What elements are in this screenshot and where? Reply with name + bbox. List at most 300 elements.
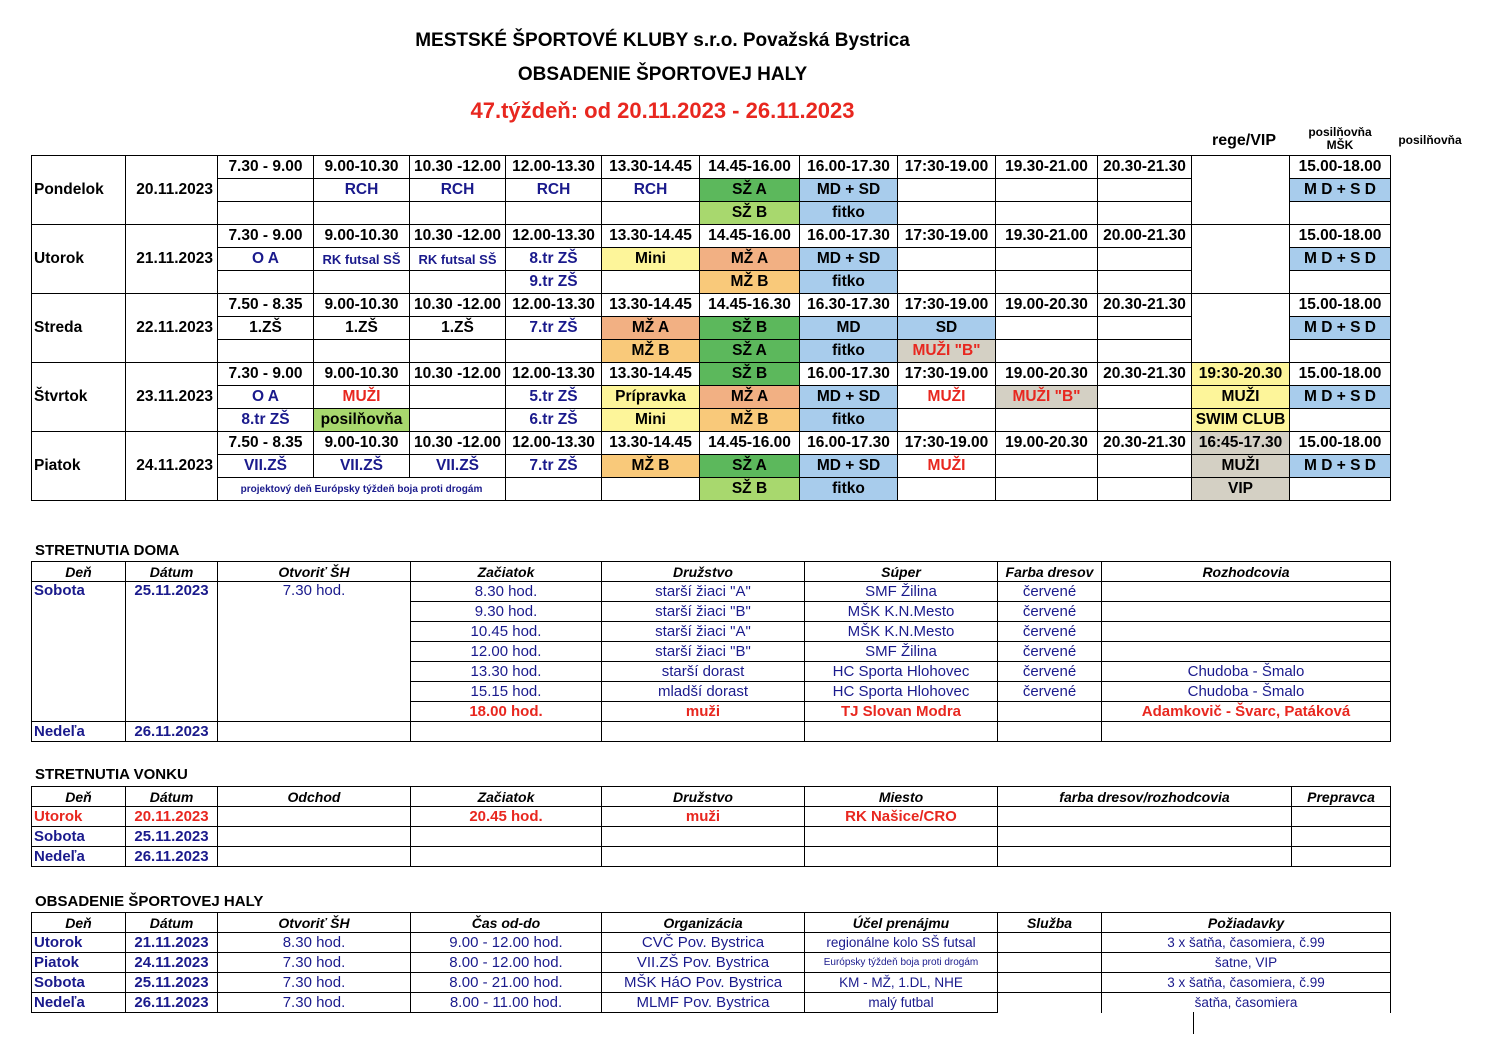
booking-cell: MUŽI "B" xyxy=(996,386,1098,409)
column-header: Deň xyxy=(32,787,126,807)
miesto xyxy=(805,827,998,847)
column-header: Požiadavky xyxy=(1102,913,1391,933)
time-slot: 19.30-21.00 xyxy=(996,225,1098,248)
day-date: 20.11.2023 xyxy=(126,807,218,827)
day-name: Nedeľa xyxy=(32,993,126,1013)
day-date xyxy=(126,340,218,363)
day-date: 24.11.2023 xyxy=(126,455,218,478)
booking-cell: fitko xyxy=(800,271,898,294)
table-row xyxy=(32,722,1391,742)
booking-cell xyxy=(410,386,506,409)
time-slot: 16.00-17.30 xyxy=(800,363,898,386)
booking-cell: VII.ZŠ xyxy=(218,455,314,478)
time-slot: 13.30-14.45 xyxy=(602,432,700,455)
booking-cell: M D + S D xyxy=(1290,455,1391,478)
booking-cell: RCH xyxy=(602,179,700,202)
booking-cell xyxy=(1290,340,1391,363)
booking-cell: 9.tr ZŠ xyxy=(506,271,602,294)
away-matches-title: STRETNUTIA VONKU xyxy=(35,766,188,783)
service xyxy=(998,973,1102,993)
time-range: 8.00 - 12.00 hod. xyxy=(411,953,602,973)
day-name: Sobota xyxy=(32,973,126,993)
booking-cell: O A xyxy=(218,386,314,409)
schedule-row xyxy=(32,294,1391,317)
schedule-row xyxy=(32,478,1391,501)
opponent: SMF Žilina xyxy=(805,582,998,602)
time-slot: 14.45-16.00 xyxy=(700,225,800,248)
booking-cell: MUŽI xyxy=(1192,386,1290,409)
booking-cell xyxy=(996,179,1098,202)
hall-booking-title: OBSADENIE ŠPORTOVEJ HALY xyxy=(35,893,264,910)
opponent: MŠK K.N.Mesto xyxy=(805,622,998,642)
time-slot: 17:30-19.00 xyxy=(898,225,996,248)
jersey-color: červené xyxy=(998,682,1102,702)
time-slot: 16.00-17.30 xyxy=(800,156,898,179)
booking-cell xyxy=(1098,271,1192,294)
booking-cell xyxy=(1192,271,1290,294)
day-name xyxy=(32,409,126,432)
booking-cell xyxy=(218,340,314,363)
booking-cell: MŽ B xyxy=(602,455,700,478)
booking-cell: 7.tr ZŠ xyxy=(506,317,602,340)
day-date: 24.11.2023 xyxy=(126,953,218,973)
table-header-row xyxy=(32,913,1391,933)
start-time: 9.30 hod. xyxy=(411,602,602,622)
booking-cell xyxy=(314,271,410,294)
schedule-row xyxy=(32,156,1391,179)
column-header: Dátum xyxy=(126,562,218,582)
column-header: Deň xyxy=(32,913,126,933)
posilnovna-msk-header: posilňovňa MŠK xyxy=(1308,125,1372,152)
opponent: TJ Slovan Modra xyxy=(805,702,998,722)
column-header: Služba xyxy=(998,913,1102,933)
booking-cell xyxy=(996,478,1098,501)
booking-cell: MD + SD xyxy=(800,386,898,409)
day-name xyxy=(32,271,126,294)
day-date: 25.11.2023 xyxy=(126,582,218,722)
time-slot: 16.30-17.30 xyxy=(800,294,898,317)
column-header: Dátum xyxy=(126,787,218,807)
time-slot: 19.00-20.30 xyxy=(996,363,1098,386)
booking-cell: SŽ B xyxy=(700,202,800,225)
rental-purpose: Európsky týždeň boja proti drogám xyxy=(805,953,998,973)
org-title: MESTSKÉ ŠPORTOVÉ KLUBY s.r.o. Považská Bystrica xyxy=(415,30,910,51)
booking-cell xyxy=(314,340,410,363)
time-slot: 12.00-13.30 xyxy=(506,363,602,386)
organization: VII.ZŠ Pov. Bystrica xyxy=(602,953,805,973)
stray-line xyxy=(1193,1012,1194,1034)
time-slot: 12.00-13.30 xyxy=(506,225,602,248)
time-slot: 15.00-18.00 xyxy=(1290,294,1391,317)
booking-cell: 8.tr ZŠ xyxy=(218,409,314,432)
referees xyxy=(1102,602,1391,622)
day-date: 26.11.2023 xyxy=(126,847,218,867)
booking-cell xyxy=(996,248,1098,271)
empty-cell xyxy=(411,722,602,742)
day-date xyxy=(126,409,218,432)
booking-cell xyxy=(1098,478,1192,501)
time-slot: 7.50 - 8.35 xyxy=(218,294,314,317)
booking-cell: Prípravka xyxy=(602,386,700,409)
column-header: Otvoriť ŠH xyxy=(218,562,411,582)
table-row xyxy=(32,993,1391,1013)
empty-cell xyxy=(1102,722,1391,742)
column-header: Dátum xyxy=(126,913,218,933)
referees xyxy=(1102,642,1391,662)
schedule-row xyxy=(32,225,1391,248)
booking-cell xyxy=(1192,202,1290,225)
jersey-color: červené xyxy=(998,662,1102,682)
time-slot: 9.00-10.30 xyxy=(314,294,410,317)
time-slot: 7.50 - 8.35 xyxy=(218,432,314,455)
organization: MLMF Pov. Bystrica xyxy=(602,993,805,1013)
day-date xyxy=(126,271,218,294)
time-slot: 20.30-21.30 xyxy=(1098,294,1192,317)
day-date: 20.11.2023 xyxy=(126,179,218,202)
schedule-row xyxy=(32,386,1391,409)
team: starší žiaci "A" xyxy=(602,622,805,642)
booking-cell: RK futsal SŠ xyxy=(314,248,410,271)
booking-cell: RK futsal SŠ xyxy=(410,248,506,271)
column-header: Odchod xyxy=(218,787,411,807)
booking-cell xyxy=(1098,248,1192,271)
time-slot xyxy=(1192,225,1290,248)
time-slot: 15.00-18.00 xyxy=(1290,432,1391,455)
day-name: Nedeľa xyxy=(32,722,126,742)
referees xyxy=(1102,622,1391,642)
time-slot: 10.30 -12.00 xyxy=(410,294,506,317)
time-slot: 16.00-17.30 xyxy=(800,225,898,248)
booking-cell: SŽ B xyxy=(700,317,800,340)
booking-cell: MUŽI xyxy=(898,386,996,409)
table-row xyxy=(32,953,1391,973)
booking-cell: fitko xyxy=(800,478,898,501)
miesto xyxy=(805,847,998,867)
away-matches-table xyxy=(31,786,1391,867)
day-date xyxy=(126,478,218,501)
day-name: Štvrtok xyxy=(32,386,126,409)
booking-cell xyxy=(898,202,996,225)
odchod xyxy=(218,847,411,867)
booking-cell xyxy=(506,478,602,501)
time-slot: 15.00-18.00 xyxy=(1290,156,1391,179)
jersey-referees xyxy=(998,827,1292,847)
day-name: Utorok xyxy=(32,248,126,271)
booking-cell: VII.ZŠ xyxy=(314,455,410,478)
time-slot: 20.30-21.30 xyxy=(1098,156,1192,179)
booking-cell: M D + S D xyxy=(1290,179,1391,202)
time-range: 9.00 - 12.00 hod. xyxy=(411,933,602,953)
booking-cell: RCH xyxy=(314,179,410,202)
booking-cell: 8.tr ZŠ xyxy=(506,248,602,271)
booking-cell xyxy=(1098,202,1192,225)
column-header: Rozhodcovia xyxy=(1102,562,1391,582)
time-slot: 17:30-19.00 xyxy=(898,156,996,179)
time-slot: 12.00-13.30 xyxy=(506,294,602,317)
booking-cell: MUŽI xyxy=(1192,455,1290,478)
time-range: 8.00 - 11.00 hod. xyxy=(411,993,602,1013)
booking-cell: MŽ A xyxy=(700,386,800,409)
carrier xyxy=(1292,807,1391,827)
booking-cell: SŽ A xyxy=(700,179,800,202)
column-header: Začiatok xyxy=(411,562,602,582)
booking-cell: MUŽI xyxy=(314,386,410,409)
column-header: Miesto xyxy=(805,787,998,807)
column-header: Účel prenájmu xyxy=(805,913,998,933)
time-slot: 9.00-10.30 xyxy=(314,156,410,179)
time-slot: 13.30-14.45 xyxy=(602,225,700,248)
booking-cell xyxy=(314,202,410,225)
time-slot: 19.00-20.30 xyxy=(996,432,1098,455)
day-name: Piatok xyxy=(32,455,126,478)
time-range: 8.00 - 21.00 hod. xyxy=(411,973,602,993)
booking-cell xyxy=(996,455,1098,478)
column-header: Čas od-do xyxy=(411,913,602,933)
booking-cell xyxy=(1192,248,1290,271)
schedule-row xyxy=(32,179,1391,202)
booking-cell xyxy=(1290,478,1391,501)
rental-purpose: regionálne kolo SŠ futsal xyxy=(805,933,998,953)
hall-booking-table xyxy=(31,912,1391,1013)
time-slot: 15.00-18.00 xyxy=(1290,363,1391,386)
booking-cell xyxy=(1098,179,1192,202)
time-slot: 20.00-21.30 xyxy=(1098,225,1192,248)
booking-cell: VIP xyxy=(1192,478,1290,501)
booking-cell: 1.ZŠ xyxy=(314,317,410,340)
jersey-color: červené xyxy=(998,582,1102,602)
hall-open-time: 8.30 hod. xyxy=(218,933,411,953)
home-matches-title: STRETNUTIA DOMA xyxy=(35,542,180,559)
booking-cell xyxy=(1098,409,1192,432)
booking-cell xyxy=(1098,317,1192,340)
time-slot xyxy=(1192,156,1290,179)
day-name xyxy=(32,202,126,225)
booking-cell: MŽ A xyxy=(700,248,800,271)
booking-cell xyxy=(410,271,506,294)
day-date xyxy=(126,225,218,248)
time-slot: 19:30-20.30 xyxy=(1192,363,1290,386)
team: mladší dorast xyxy=(602,682,805,702)
day-name: Streda xyxy=(32,317,126,340)
referees: Adamkovič - Švarc, Patáková xyxy=(1102,702,1391,722)
time-slot: 10.30 -12.00 xyxy=(410,225,506,248)
zaciatok xyxy=(411,847,602,867)
column-header: Družstvo xyxy=(602,787,805,807)
time-slot: 15.00-18.00 xyxy=(1290,225,1391,248)
booking-cell xyxy=(1098,340,1192,363)
empty-cell xyxy=(218,722,411,742)
day-date: 26.11.2023 xyxy=(126,993,218,1013)
column-header: Súper xyxy=(805,562,998,582)
opponent: HC Sporta Hlohovec xyxy=(805,682,998,702)
day-name: Utorok xyxy=(32,807,126,827)
time-slot: 20.30-21.30 xyxy=(1098,363,1192,386)
booking-cell: MD xyxy=(800,317,898,340)
table-row xyxy=(32,973,1391,993)
column-header: Začiatok xyxy=(411,787,602,807)
day-date: 21.11.2023 xyxy=(126,933,218,953)
booking-cell: Mini xyxy=(602,409,700,432)
column-header: farba dresov/rozhodcovia xyxy=(998,787,1292,807)
table-row xyxy=(32,827,1391,847)
booking-cell xyxy=(410,409,506,432)
booking-cell: RCH xyxy=(506,179,602,202)
team: starší žiaci "B" xyxy=(602,642,805,662)
booking-cell xyxy=(898,271,996,294)
empty-cell xyxy=(998,722,1102,742)
booking-cell xyxy=(602,202,700,225)
time-slot: SŽ B xyxy=(700,363,800,386)
booking-cell: 7.tr ZŠ xyxy=(506,455,602,478)
table-row xyxy=(32,807,1391,827)
time-slot: 17:30-19.00 xyxy=(898,363,996,386)
time-slot: 14.45-16.00 xyxy=(700,432,800,455)
day-name xyxy=(32,363,126,386)
booking-cell xyxy=(506,340,602,363)
hall-open-time: 7.30 hod. xyxy=(218,953,411,973)
table-header-row xyxy=(32,562,1391,582)
project-note: projektový deň Európsky týždeň boja proti drogám xyxy=(218,478,506,501)
booking-cell xyxy=(602,271,700,294)
booking-cell xyxy=(898,179,996,202)
schedule-row xyxy=(32,432,1391,455)
organization: MŠK HáO Pov. Bystrica xyxy=(602,973,805,993)
time-slot: 9.00-10.30 xyxy=(314,225,410,248)
jersey-color: červené xyxy=(998,602,1102,622)
time-slot: 13.30-14.45 xyxy=(602,363,700,386)
day-name xyxy=(32,156,126,179)
schedule-row xyxy=(32,340,1391,363)
day-name xyxy=(32,225,126,248)
opponent: MŠK K.N.Mesto xyxy=(805,602,998,622)
day-date: 22.11.2023 xyxy=(126,317,218,340)
booking-cell: MUŽI xyxy=(898,455,996,478)
booking-cell: M D + S D xyxy=(1290,317,1391,340)
booking-cell: SŽ A xyxy=(700,340,800,363)
time-slot: 7.30 - 9.00 xyxy=(218,156,314,179)
booking-cell: VII.ZŠ xyxy=(410,455,506,478)
time-slot: 17:30-19.00 xyxy=(898,432,996,455)
schedule-row xyxy=(32,248,1391,271)
booking-cell xyxy=(1192,317,1290,340)
time-slot: 9.00-10.30 xyxy=(314,432,410,455)
odchod xyxy=(218,807,411,827)
column-header: Otvoriť ŠH xyxy=(218,913,411,933)
day-date: 23.11.2023 xyxy=(126,386,218,409)
booking-cell xyxy=(1290,202,1391,225)
booking-cell: MŽ B xyxy=(602,340,700,363)
booking-cell xyxy=(218,271,314,294)
time-slot xyxy=(1192,294,1290,317)
start-time: 8.30 hod. xyxy=(411,582,602,602)
booking-cell xyxy=(410,202,506,225)
day-date xyxy=(126,202,218,225)
schedule-row xyxy=(32,317,1391,340)
schedule-row xyxy=(32,202,1391,225)
booking-cell: MŽ B xyxy=(700,409,800,432)
referees: Chudoba - Šmalo xyxy=(1102,682,1391,702)
booking-cell xyxy=(898,478,996,501)
schedule-row xyxy=(32,409,1391,432)
booking-cell xyxy=(1098,386,1192,409)
team: starší dorast xyxy=(602,662,805,682)
day-date: 26.11.2023 xyxy=(126,722,218,742)
team: muži xyxy=(602,702,805,722)
hall-open-time: 7.30 hod. xyxy=(218,993,411,1013)
druzstvo xyxy=(602,827,805,847)
day-name: Sobota xyxy=(32,827,126,847)
booking-cell: MŽ B xyxy=(700,271,800,294)
week-title: 47.týždeň: od 20.11.2023 - 26.11.2023 xyxy=(470,98,855,123)
column-header: Farba dresov xyxy=(998,562,1102,582)
start-time: 13.30 hod. xyxy=(411,662,602,682)
column-header: Organizácia xyxy=(602,913,805,933)
table-row xyxy=(32,933,1391,953)
time-slot: 9.00-10.30 xyxy=(314,363,410,386)
booking-cell: fitko xyxy=(800,409,898,432)
booking-cell: MD + SD xyxy=(800,179,898,202)
booking-cell xyxy=(996,271,1098,294)
miesto: RK Našice/CRO xyxy=(805,807,998,827)
booking-cell xyxy=(506,202,602,225)
day-name: Nedeľa xyxy=(32,847,126,867)
table-row xyxy=(32,847,1391,867)
posilnovna-header: posilňovňa xyxy=(1398,133,1462,147)
booking-cell: SWIM CLUB xyxy=(1192,409,1290,432)
day-name xyxy=(32,478,126,501)
booking-cell: 1.ZŠ xyxy=(218,317,314,340)
booking-cell xyxy=(996,340,1098,363)
booking-cell xyxy=(410,340,506,363)
day-name xyxy=(32,340,126,363)
time-slot: 16.00-17.30 xyxy=(800,432,898,455)
booking-cell xyxy=(1290,409,1391,432)
booking-cell: Mini xyxy=(602,248,700,271)
time-slot: 13.30-14.45 xyxy=(602,294,700,317)
booking-cell: 6.tr ZŠ xyxy=(506,409,602,432)
booking-cell xyxy=(996,202,1098,225)
start-time: 12.00 hod. xyxy=(411,642,602,662)
day-date: 21.11.2023 xyxy=(126,248,218,271)
service xyxy=(998,993,1102,1013)
schedule-row xyxy=(32,455,1391,478)
referees: Chudoba - Šmalo xyxy=(1102,662,1391,682)
day-name: Sobota xyxy=(32,582,126,722)
day-name xyxy=(32,294,126,317)
day-date xyxy=(126,156,218,179)
day-name xyxy=(32,432,126,455)
booking-cell: 5.tr ZŠ xyxy=(506,386,602,409)
start-time: 15.15 hod. xyxy=(411,682,602,702)
booking-cell xyxy=(218,179,314,202)
booking-cell: M D + S D xyxy=(1290,386,1391,409)
druzstvo: muži xyxy=(602,807,805,827)
start-time: 10.45 hod. xyxy=(411,622,602,642)
booking-cell: 1.ZŠ xyxy=(410,317,506,340)
home-matches-table xyxy=(31,561,1391,742)
doc-title: OBSADENIE ŠPORTOVEJ HALY xyxy=(517,64,808,85)
table-row xyxy=(32,582,1391,602)
team: starší žiaci "A" xyxy=(602,582,805,602)
requirements: šatňa, časomiera xyxy=(1102,993,1391,1013)
rental-purpose: KM - MŽ, 1.DL, NHE xyxy=(805,973,998,993)
day-date xyxy=(126,294,218,317)
day-date: 25.11.2023 xyxy=(126,973,218,993)
time-slot: 12.00-13.30 xyxy=(506,432,602,455)
opponent: SMF Žilina xyxy=(805,642,998,662)
day-name: Piatok xyxy=(32,953,126,973)
time-slot: 14.45-16.00 xyxy=(700,156,800,179)
